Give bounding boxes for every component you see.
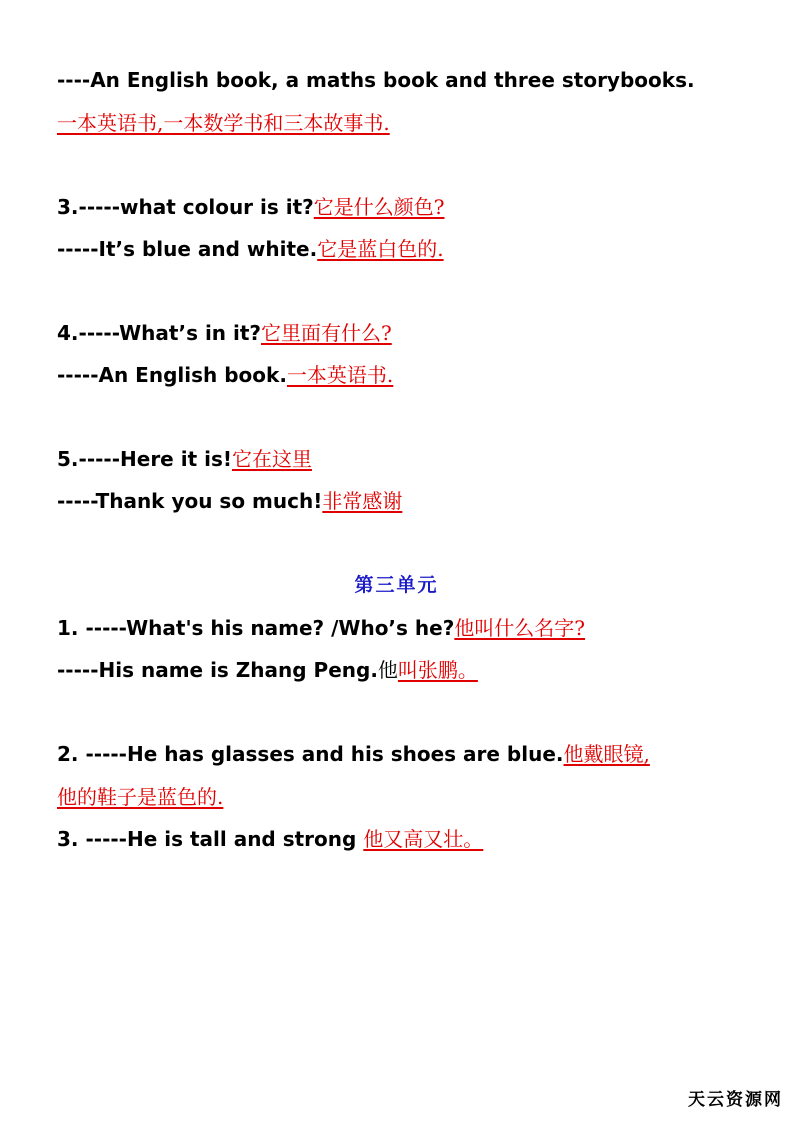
chinese-translation: 他的鞋子是蓝色的. [57, 785, 224, 809]
watermark: 天云资源网 [688, 1090, 783, 1110]
chinese-translation: 它在这里 [231, 447, 312, 471]
line-unit3-question-3 [57, 825, 483, 853]
english-text: -----Thank you so much! [57, 489, 323, 513]
chinese-text-plain: 他 [377, 658, 398, 682]
chinese-translation: 他叫什么名字? [454, 616, 586, 640]
line-answer-english-book [57, 66, 695, 94]
line-answer-3 [57, 235, 444, 263]
line-question-5 [57, 445, 312, 473]
english-text: 1. -----What's his name? /Who’s he? [57, 616, 455, 640]
section-heading: 第三单元 [354, 574, 439, 596]
line-unit3-question-2-translation [57, 783, 223, 811]
english-text: ----An English book, a maths book and three storybooks. [57, 68, 695, 92]
chinese-translation: 他戴眼镜, [563, 742, 650, 766]
english-text: 5.-----Here it is! [57, 447, 232, 471]
english-text: 4.-----What’s in it? [57, 321, 262, 345]
english-text: 3.-----what colour is it? [57, 195, 314, 219]
line-unit3-question-1 [57, 614, 585, 642]
english-text: -----It’s blue and white. [57, 237, 318, 261]
line-question-4 [57, 319, 392, 347]
chinese-translation: 非常感谢 [322, 489, 403, 513]
line-answer-5 [57, 487, 402, 515]
chinese-translation: 一本英语书. [286, 363, 394, 387]
line-question-3 [57, 193, 444, 221]
line-unit3-answer-1 [57, 656, 478, 684]
chinese-translation: 一本英语书,一本数学书和三本故事书. [57, 111, 390, 135]
line-answer-4 [57, 361, 393, 389]
chinese-translation: 它里面有什么? [261, 321, 392, 345]
chinese-translation: 叫张鹏。 [397, 658, 478, 682]
line-unit3-question-2 [57, 740, 650, 768]
line-answer-english-book-translation [57, 109, 390, 137]
english-text: -----An English book. [57, 363, 287, 387]
english-text: -----His name is Zhang Peng. [57, 658, 378, 682]
chinese-translation: 他又高又壮。 [363, 827, 484, 851]
chinese-translation: 它是蓝白色的. [317, 237, 444, 261]
english-text: 3. -----He is tall and strong [57, 827, 364, 851]
chinese-translation: 它是什么颜色? [313, 195, 445, 219]
english-text: 2. -----He has glasses and his shoes are blue. [57, 742, 564, 766]
